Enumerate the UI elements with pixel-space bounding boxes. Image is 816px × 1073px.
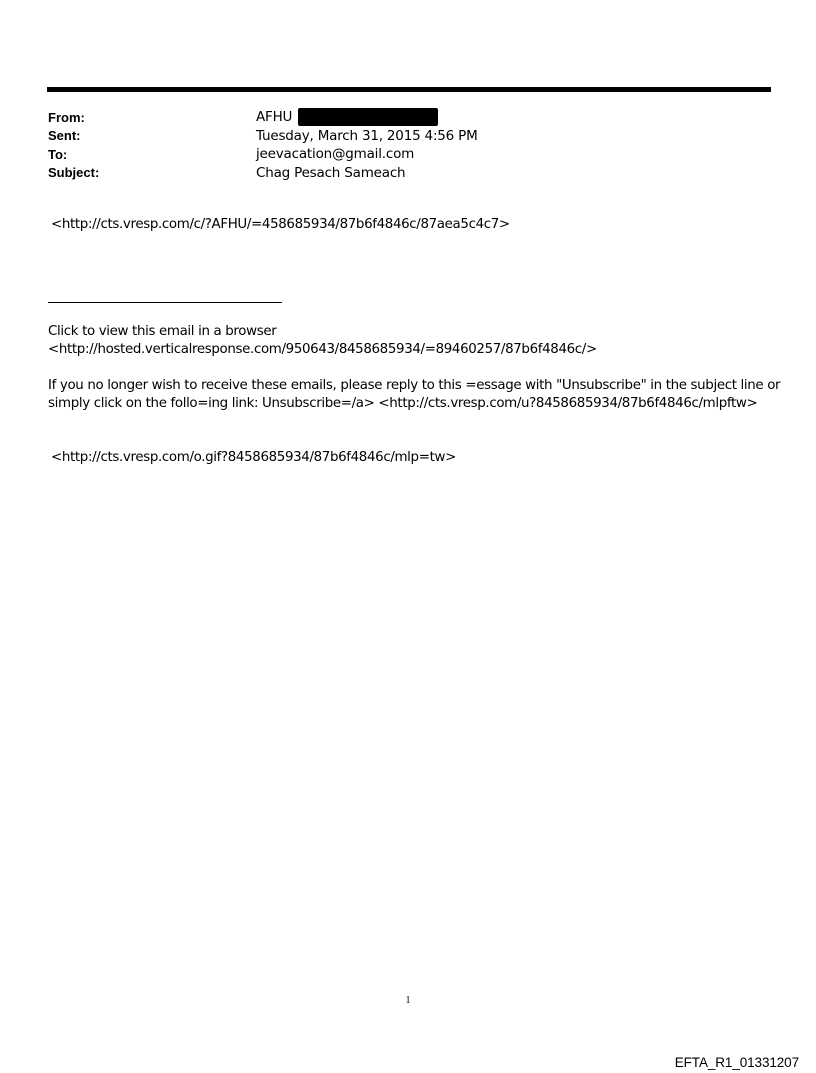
subject-value: Chag Pesach Sameach	[256, 164, 406, 181]
to-label: To:	[48, 146, 68, 162]
from-row	[48, 108, 748, 127]
bates-number: EFTA_R1_01331207	[674, 1055, 799, 1070]
from-label: From:	[48, 109, 85, 125]
tracking-link-1[interactable]: <http://cts.vresp.com/c/?AFHU/=458685934/87b6f4846c/87aea5c4c7>	[51, 217, 510, 232]
to-value: jeevacation@gmail.com	[256, 146, 415, 163]
email-header	[48, 108, 748, 182]
header-top-rule	[47, 87, 771, 92]
view-in-browser-text[interactable]: Click to view this email in a browser	[48, 324, 277, 339]
tracking-link-2[interactable]: <http://cts.vresp.com/o.gif?8458685934/87b6f4846c/mlp=tw>	[51, 450, 456, 465]
to-row	[48, 145, 748, 164]
sent-row	[48, 127, 748, 146]
unsubscribe-text-line-2[interactable]: simply click on the follo=ing link: Unsubscribe=/a> <http://cts.vresp.com/u?8458685934/87b6f4846c/mlpftw>	[48, 395, 758, 411]
body-divider	[48, 302, 282, 303]
sent-label: Sent:	[48, 128, 81, 144]
subject-label: Subject:	[48, 165, 100, 181]
sent-value: Tuesday, March 31, 2015 4:56 PM	[256, 127, 478, 144]
unsubscribe-text-line-1: If you no longer wish to receive these emails, please reply to this =essage with "Unsubscribe" in the subject line or	[48, 378, 781, 393]
from-value	[256, 108, 438, 126]
subject-row	[48, 164, 748, 183]
unsubscribe-block	[48, 377, 780, 412]
view-in-browser-link[interactable]: <http://hosted.verticalresponse.com/950643/8458685934/=89460257/87b6f4846c/>	[48, 341, 597, 357]
from-sender-name: AFHU	[256, 109, 293, 126]
redaction-block	[298, 108, 438, 126]
page-number: 1	[405, 995, 411, 1006]
view-in-browser-block	[48, 323, 597, 358]
